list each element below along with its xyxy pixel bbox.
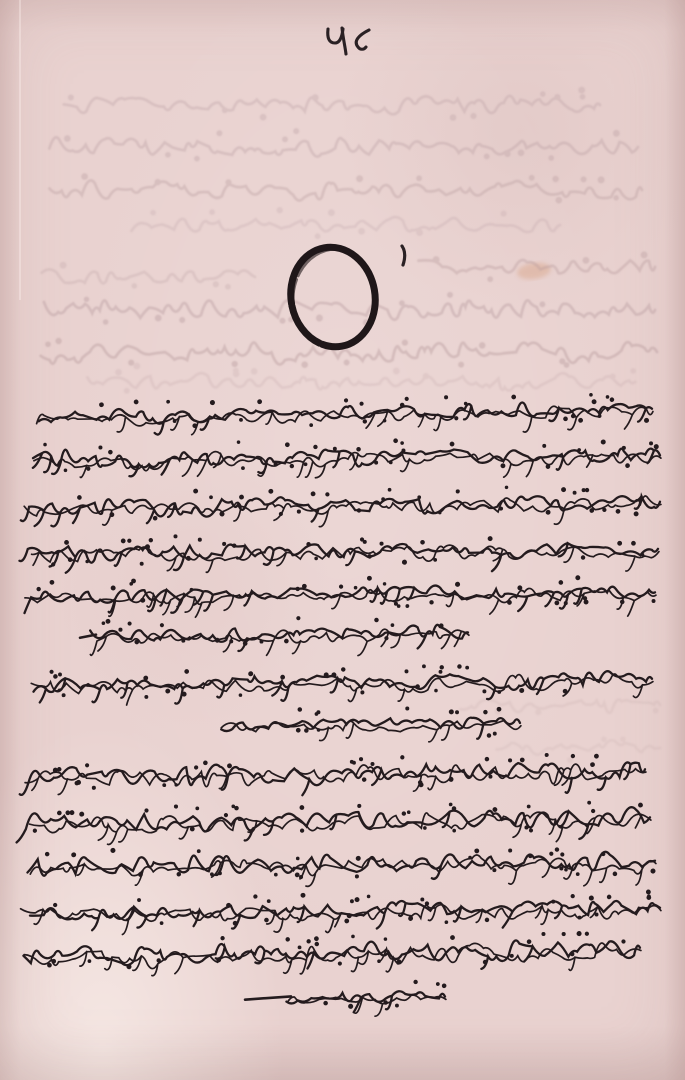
ink-circle-mark [283,240,383,353]
ink-tick-mark [402,246,405,265]
bleedthrough-ghost-text [41,88,660,761]
page-number-glyphs [328,28,369,54]
